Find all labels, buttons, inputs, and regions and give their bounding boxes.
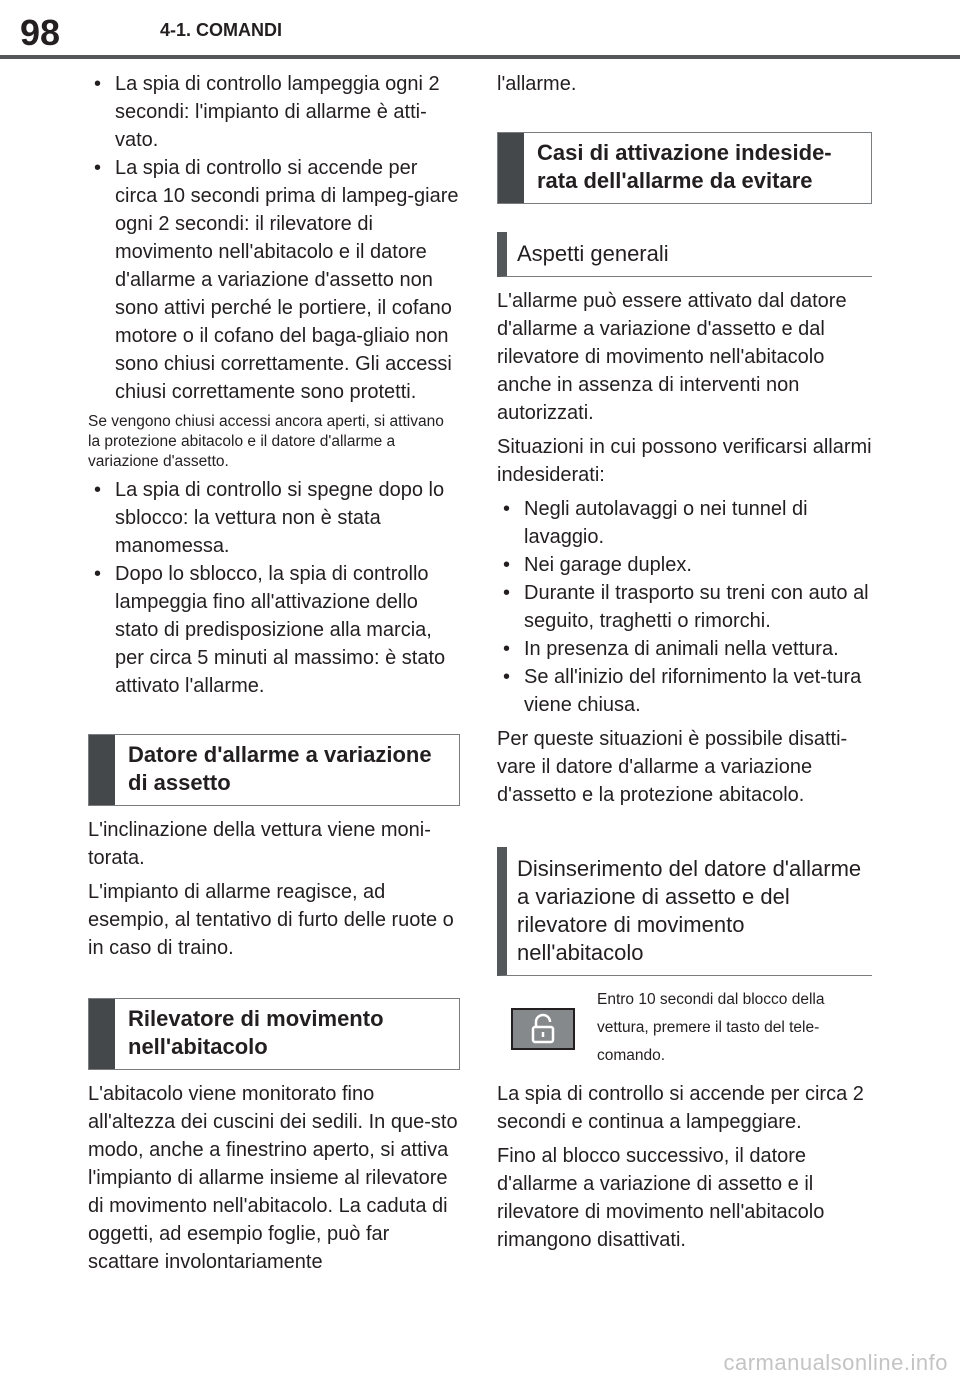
page-number: 98 xyxy=(20,12,61,53)
list-item: • In presenza di animali nella vettura. xyxy=(497,635,872,663)
page-header xyxy=(0,0,960,62)
lock-icon xyxy=(511,1008,575,1050)
list-item: • La spia di controllo si accende per circa 10 secondi prima di lampeg-giare ogni 2 secondi: il rilevatore di movimento nell'abitacolo e il datore d'allarme a variazione d'assetto non sono attivi perché le portiere, il cofano motore o il cofano del baga-gliaio non sono chiusi correttamente. Gli accessi chiusi correttamente sono protetti. xyxy=(88,154,460,406)
subheading: Aspetti generali xyxy=(497,232,872,277)
paragraph: L'abitacolo viene monitorato fino all'altezza dei cuscini dei sedili. In que-sto modo, anche a finestrino aperto, si attiva l'impianto di allarme insieme al rilevatore di movimento nell'abitacolo. La caduta di oggetti, ad esempio foglie, può far scattare involontariamente xyxy=(88,1083,458,1273)
list-item: • La spia di controllo lampeggia ogni 2 secondi: l'impianto di allarme è atti-vato. xyxy=(88,70,460,154)
paragraph: l'allarme. xyxy=(497,73,577,95)
section-heading-box xyxy=(88,998,460,1070)
section-heading: Datore d'allarme a variazione di assetto xyxy=(128,742,432,795)
section-heading: Casi di attivazione indeside-rata dell'allarme da evitare xyxy=(537,140,832,193)
paragraph: L'allarme può essere attivato dal datore d'allarme a variazione d'assetto e dal rilevatore di movimento nell'abitacolo anche in assenza di interventi non autorizzati. xyxy=(497,290,847,424)
list-item: • Dopo lo sblocco, la spia di controllo lampeggia fino all'attivazione dello stato di predisposizione alla marcia, per circa 5 minuti al massimo: è stato attivato l'allarme. xyxy=(88,560,460,700)
section-heading-box xyxy=(497,132,872,204)
heading-bar xyxy=(498,133,524,203)
list-item: • La spia di controllo si spegne dopo lo sblocco: la vettura non è stata manomessa. xyxy=(88,476,460,560)
right-column xyxy=(497,70,872,1260)
instruction-row xyxy=(497,986,872,1070)
paragraph: L'inclinazione della vettura viene moni-torata. xyxy=(88,819,431,869)
heading-bar xyxy=(89,999,115,1069)
paragraph: Per queste situazioni è possibile disatti-vare il datore d'allarme a variazione d'assetto e la protezione abitacolo. xyxy=(497,728,848,806)
subheading: Disinserimento del datore d'allarme a variazione di assetto e del rilevatore di movimento nell'abitacolo xyxy=(497,847,872,976)
list-item: • Se all'inizio del rifornimento la vet-tura viene chiusa. xyxy=(497,663,872,719)
paragraph: L'impianto di allarme reagisce, ad esempio, al tentativo di furto delle ruote o in caso di traino. xyxy=(88,881,454,959)
watermark: carmanualsonline.info xyxy=(723,1350,948,1375)
bullet-list xyxy=(88,70,460,406)
left-column xyxy=(88,70,460,1282)
header-divider xyxy=(0,55,960,59)
paragraph: La spia di controllo si accende per circa 2 secondi e continua a lampeggiare. xyxy=(497,1083,864,1133)
section-title: 4-1. COMANDI xyxy=(160,20,283,40)
list-item: • Durante il trasporto su treni con auto al seguito, traghetti o rimorchi. xyxy=(497,579,872,635)
instruction-text: Entro 10 secondi dal blocco della vettura, premere il tasto del tele-comando. xyxy=(597,991,825,1064)
note-text: Se vengono chiusi accessi ancora aperti, si attivano la protezione abitacolo e il datore d'allarme a variazione d'assetto. xyxy=(88,413,444,470)
section-heading-box xyxy=(88,734,460,806)
list-item: • Negli autolavaggi o nei tunnel di lavaggio. xyxy=(497,495,872,551)
heading-bar xyxy=(89,735,115,805)
section-heading: Rilevatore di movimento nell'abitacolo xyxy=(128,1006,384,1059)
bullet-list xyxy=(497,495,872,719)
bullet-list xyxy=(88,476,460,700)
list-item: • Nei garage duplex. xyxy=(497,551,872,579)
paragraph: Situazioni in cui possono verificarsi allarmi indesiderati: xyxy=(497,436,872,486)
paragraph: Fino al blocco successivo, il datore d'allarme a variazione di assetto e il rilevatore di movimento nell'abitacolo rimangono disattivati. xyxy=(497,1145,825,1251)
